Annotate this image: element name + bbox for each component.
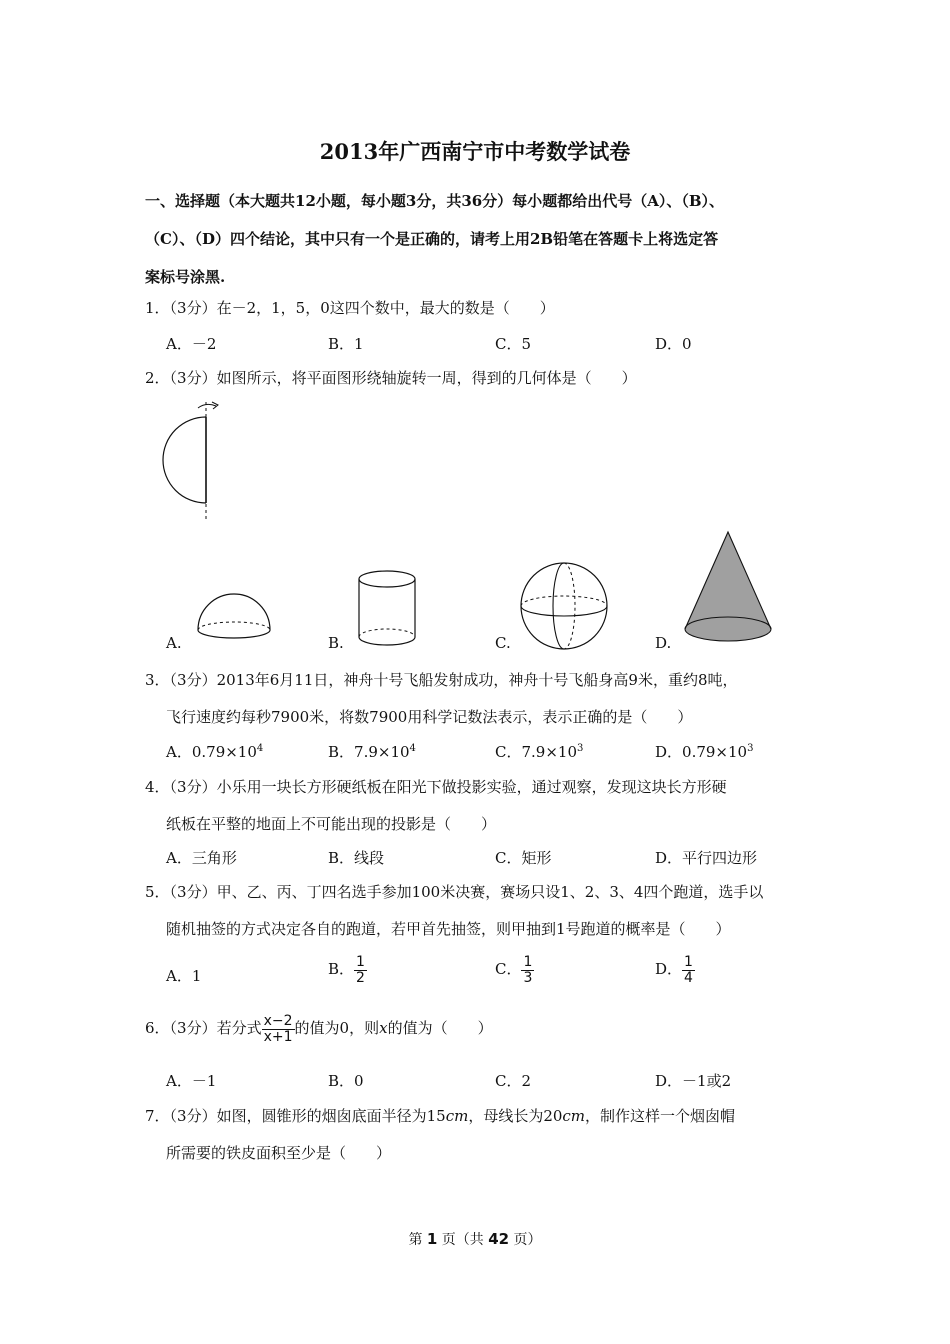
- cone-icon: [678, 526, 778, 650]
- q4-option-b: B．线段: [328, 849, 385, 867]
- q2-option-a: A.: [166, 634, 182, 652]
- q1-option-b: B．1: [328, 335, 364, 353]
- q6-option-d: D．－1或2: [655, 1072, 732, 1090]
- q3-option-b: B．$7.9\times 10^4$: [328, 743, 416, 761]
- question-7-line-2: 所需要的铁皮面积至少是（ ）: [166, 1144, 392, 1162]
- q2-option-b: B.: [328, 634, 344, 652]
- half-circle-rotation-figure: [158, 396, 228, 524]
- q1-option-a: A．－2: [166, 335, 217, 353]
- q4-option-c: C．矩形: [495, 849, 552, 867]
- question-text: 若分式: [216, 1019, 262, 1038]
- question-number: 1．: [145, 299, 170, 317]
- cylinder-icon: [352, 568, 422, 650]
- section-heading-line-1: 一、选择题（本大题共12小题，每小题3分，共36分）每小题都给出代号（A）、（B）、: [145, 192, 725, 210]
- question-score: （3分）: [169, 671, 217, 689]
- q5-option-b: B． $\frac{1}{2}$: [328, 954, 365, 986]
- page-title: 2013年广西南宁市中考数学试卷: [319, 139, 631, 164]
- question-number: 2．: [145, 369, 170, 387]
- question-6: 6．（3分）若分式 $\frac{x-2}{x+1}$ 的值为0，则x的值为（ ）: [145, 1013, 493, 1045]
- question-2: [145, 367, 637, 388]
- q3-option-c: C．$7.9\times 10^3$: [495, 743, 584, 761]
- question-score: （3分）: [169, 369, 217, 387]
- question-number: 6．: [145, 1019, 170, 1038]
- q6-option-c: C．2: [495, 1072, 532, 1090]
- question-3-line-2: 飞行速度约每秒7900米，将数7900用科学记数法表示，表示正确的是（ ）: [166, 708, 693, 726]
- question-text: 小乐用一块长方形硬纸板在阳光下做投影实验，通过观察，发现这块长方形硬: [216, 778, 727, 796]
- page-number: 1: [426, 1230, 438, 1248]
- question-score: （3分）: [169, 1107, 217, 1125]
- q3-option-a: A．$0.79\times 10^4$: [166, 743, 264, 761]
- q4-option-a: A．三角形: [166, 849, 237, 867]
- question-number: 4．: [145, 778, 170, 796]
- page-footer: 第 1 页（共 42 页）: [408, 1230, 542, 1248]
- question-score: （3分）: [169, 299, 217, 317]
- q4-option-d: D．平行四边形: [655, 849, 758, 867]
- q5-option-d: D． $\frac{1}{4}$: [655, 954, 693, 986]
- question-1: [145, 297, 555, 318]
- question-number: 3．: [145, 671, 170, 689]
- fraction-expression: $\frac{x-2}{x+1}$: [263, 1013, 293, 1045]
- question-score: （3分）: [169, 883, 217, 901]
- q1-option-d: D．0: [655, 335, 692, 353]
- question-text: 在－2，1，5，0这四个数中，最大的数是（ ）: [216, 299, 555, 317]
- question-score: （3分）: [169, 778, 217, 796]
- question-number: 5．: [145, 883, 170, 901]
- q2-option-c: C.: [495, 634, 511, 652]
- page-total: 42: [488, 1230, 510, 1248]
- question-text: 甲、乙、丙、丁四名选手参加100米决赛，赛场只设1、2、3、4四个跑道，选手以: [216, 883, 764, 901]
- question-text: 2013年6月11日，神舟十号飞船发射成功，神舟十号飞船身高9米，重约8吨，: [216, 671, 738, 689]
- hemisphere-icon: [192, 590, 276, 648]
- question-text: 如图，圆锥形的烟囱底面半径为15: [216, 1107, 446, 1125]
- section-heading-line-2: （C）、（D）四个结论，其中只有一个是正确的，请考上用2B铅笔在答题卡上将选定答: [145, 230, 719, 248]
- question-3: [145, 669, 738, 690]
- question-7: 7．（3分）如图，圆锥形的烟囱底面半径为15cm，母线长为20cm，制作这样一个烟囱帽: [145, 1107, 736, 1125]
- q6-option-a: A．－1: [166, 1072, 217, 1090]
- question-4: [145, 776, 727, 797]
- q6-option-b: B．0: [328, 1072, 364, 1090]
- question-5-line-2: 随机抽签的方式决定各自的跑道，若甲首先抽签，则甲抽到1号跑道的概率是（ ）: [166, 920, 731, 938]
- question-score: （3分）: [169, 1019, 217, 1038]
- question-4-line-2: 纸板在平整的地面上不可能出现的投影是（ ）: [166, 815, 497, 833]
- question-text: 如图所示，将平面图形绕轴旋转一周，得到的几何体是（ ）: [216, 369, 637, 387]
- sphere-icon: [516, 558, 612, 654]
- q5-option-c: C． $\frac{1}{3}$: [495, 954, 533, 986]
- q2-option-d: D.: [655, 634, 672, 652]
- q5-option-a: A．1: [166, 967, 202, 985]
- q3-option-d: D．$0.79\times 10^3$: [655, 743, 754, 761]
- section-heading-line-3: 案标号涂黑.: [145, 268, 226, 286]
- q1-option-c: C．5: [495, 335, 532, 353]
- question-5: [145, 881, 763, 902]
- question-number: 7．: [145, 1107, 170, 1125]
